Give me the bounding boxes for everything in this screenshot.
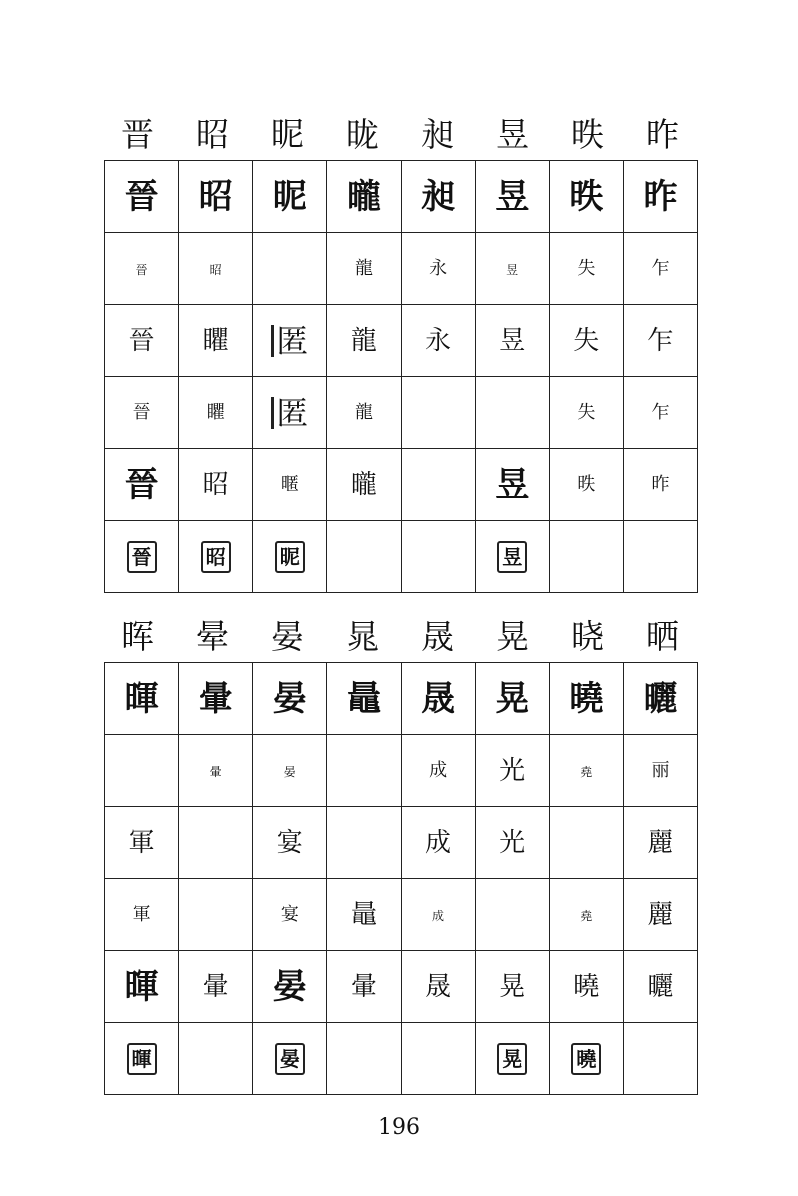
variant-glyph: 成 (425, 827, 452, 858)
variant-glyph: 曉 (571, 1043, 601, 1075)
glyph-cell (253, 663, 327, 735)
variant-glyph: 暈 (350, 971, 377, 1002)
glyph-row (105, 377, 698, 449)
variant-glyph: 晉 (124, 176, 159, 217)
variant-glyph: 暈 (202, 971, 229, 1002)
variant-glyph: 乍 (651, 402, 670, 423)
glyph-cell (253, 951, 327, 1023)
variant-glyph: 昱 (495, 464, 530, 505)
variant-glyph: 昳 (569, 176, 604, 217)
empty-cell (179, 1023, 253, 1095)
variant-glyph: 龍 (354, 402, 373, 423)
variant-glyph: 晏 (272, 678, 307, 719)
variant-glyph: 昭 (209, 263, 222, 277)
glyph-cell (401, 161, 475, 233)
glyph-cell (623, 233, 697, 305)
section-2-glyph-table (104, 662, 698, 1095)
header-character: 昳 (571, 115, 604, 154)
empty-cell (623, 1023, 697, 1095)
glyph-cell (105, 449, 179, 521)
glyph-row (105, 1023, 698, 1095)
glyph-cell (623, 951, 697, 1023)
variant-glyph: 晃 (499, 971, 526, 1002)
glyph-cell (475, 449, 549, 521)
variant-glyph: 晏 (283, 765, 296, 779)
header-character: 晕 (196, 617, 229, 656)
variant-glyph: 晟 (425, 971, 452, 1002)
header-character: 晓 (571, 617, 604, 656)
page-number: 196 (378, 1115, 420, 1140)
variant-glyph: 晉 (124, 464, 159, 505)
glyph-cell (253, 377, 327, 449)
empty-cell (327, 521, 401, 593)
character-section-1 (100, 110, 700, 593)
empty-cell (179, 879, 253, 951)
empty-cell (327, 735, 401, 807)
variant-glyph: 昳 (577, 474, 596, 495)
glyph-cell (623, 161, 697, 233)
variant-glyph: 麗 (647, 899, 674, 930)
glyph-cell (105, 1023, 179, 1095)
glyph-cell (549, 377, 623, 449)
glyph-cell (327, 879, 401, 951)
glyph-cell (179, 305, 253, 377)
variant-glyph: 軍 (128, 827, 155, 858)
variant-glyph: 麗 (647, 827, 674, 858)
variant-glyph: 暈 (209, 765, 222, 779)
glyph-cell (549, 663, 623, 735)
glyph-cell (475, 1023, 549, 1095)
glyph-cell (327, 161, 401, 233)
glyph-cell (327, 449, 401, 521)
glyph-cell (105, 377, 179, 449)
variant-glyph: 宴 (276, 827, 303, 858)
glyph-row (105, 305, 698, 377)
empty-cell (401, 449, 475, 521)
variant-glyph: 曨 (346, 176, 381, 217)
glyph-cell (475, 663, 549, 735)
glyph-cell (253, 305, 327, 377)
variant-glyph: 䂂 (206, 402, 225, 423)
glyph-row (105, 233, 698, 305)
header-character: 昶 (421, 115, 454, 154)
glyph-cell (327, 305, 401, 377)
glyph-cell (623, 377, 697, 449)
variant-glyph: 失 (577, 402, 596, 423)
variant-glyph: 昭 (198, 176, 233, 217)
variant-glyph: 昱 (506, 263, 519, 277)
header-character: 昨 (646, 115, 679, 154)
glyph-cell (623, 663, 697, 735)
variant-glyph: 失 (573, 325, 600, 356)
empty-cell (401, 521, 475, 593)
glyph-cell (179, 233, 253, 305)
variant-glyph: 晃 (495, 678, 530, 719)
glyph-cell (401, 735, 475, 807)
empty-cell (327, 1023, 401, 1095)
glyph-cell (327, 663, 401, 735)
header-character: 晁 (346, 617, 379, 656)
glyph-row (105, 951, 698, 1023)
glyph-cell (105, 951, 179, 1023)
glyph-cell (549, 449, 623, 521)
glyph-row (105, 663, 698, 735)
empty-cell (253, 233, 327, 305)
variant-glyph: 匿 (271, 325, 308, 357)
variant-glyph: 堯 (580, 765, 593, 779)
variant-glyph: 光 (499, 827, 526, 858)
glyph-cell (253, 879, 327, 951)
glyph-cell (253, 1023, 327, 1095)
glyph-cell (253, 807, 327, 879)
variant-glyph: 䂂 (202, 325, 229, 356)
glyph-cell (623, 879, 697, 951)
glyph-cell (179, 377, 253, 449)
glyph-cell (549, 305, 623, 377)
header-character: 晋 (121, 115, 154, 154)
empty-cell (401, 1023, 475, 1095)
glyph-row (105, 735, 698, 807)
variant-glyph: 晟 (421, 678, 456, 719)
glyph-cell (549, 735, 623, 807)
variant-glyph: 曬 (647, 971, 674, 1002)
glyph-row (105, 449, 698, 521)
glyph-cell (105, 807, 179, 879)
glyph-row (105, 521, 698, 593)
variant-glyph: 暉 (127, 1043, 157, 1075)
variant-glyph: 匿 (271, 397, 308, 429)
glyph-cell (475, 305, 549, 377)
glyph-cell (105, 305, 179, 377)
empty-cell (401, 377, 475, 449)
variant-glyph: 晏 (272, 966, 307, 1007)
variant-glyph: 曉 (569, 678, 604, 719)
glyph-cell (253, 521, 327, 593)
glyph-cell (327, 233, 401, 305)
glyph-cell (623, 449, 697, 521)
glyph-cell (401, 233, 475, 305)
glyph-cell (105, 161, 179, 233)
glyph-cell (401, 951, 475, 1023)
glyph-cell (179, 449, 253, 521)
empty-cell (475, 377, 549, 449)
empty-cell (179, 807, 253, 879)
glyph-row (105, 879, 698, 951)
glyph-cell (623, 305, 697, 377)
glyph-cell (401, 879, 475, 951)
header-character: 昱 (496, 115, 529, 154)
variant-glyph: 乍 (647, 325, 674, 356)
glyph-cell (179, 663, 253, 735)
variant-glyph: 失 (577, 258, 596, 279)
variant-glyph: 暈 (198, 678, 233, 719)
variant-glyph: 宴 (280, 904, 299, 925)
variant-glyph: 成 (432, 909, 445, 923)
header-character: 晟 (421, 617, 454, 656)
glyph-cell (105, 879, 179, 951)
glyph-cell (401, 807, 475, 879)
variant-glyph: 曬 (643, 678, 678, 719)
glyph-cell (179, 161, 253, 233)
empty-cell (549, 807, 623, 879)
empty-cell (623, 521, 697, 593)
header-character: 昭 (196, 115, 229, 154)
section-1-glyph-table (104, 160, 698, 593)
variant-glyph: 光 (499, 755, 526, 786)
glyph-cell (549, 161, 623, 233)
variant-glyph: 昶 (421, 176, 456, 217)
glyph-cell (179, 735, 253, 807)
glyph-cell (475, 807, 549, 879)
header-character: 昵 (271, 115, 304, 154)
variant-glyph: 晉 (132, 402, 151, 423)
variant-glyph: 昨 (651, 474, 670, 495)
glyph-cell (179, 951, 253, 1023)
glyph-cell (475, 521, 549, 593)
variant-glyph: 暉 (124, 678, 159, 719)
variant-glyph: 昭 (201, 541, 231, 573)
header-character: 晃 (496, 617, 529, 656)
character-section-2 (100, 612, 700, 1095)
variant-glyph: 成 (429, 760, 448, 781)
glyph-cell (179, 521, 253, 593)
header-character: 昽 (346, 115, 379, 154)
glyph-cell (549, 879, 623, 951)
empty-cell (549, 521, 623, 593)
header-character: 晖 (121, 617, 154, 656)
glyph-row (105, 807, 698, 879)
glyph-cell (623, 807, 697, 879)
variant-glyph: 丽 (651, 760, 670, 781)
glyph-cell (253, 161, 327, 233)
glyph-cell (549, 233, 623, 305)
variant-glyph: 鼂 (346, 678, 381, 719)
variant-glyph: 曨 (350, 469, 377, 500)
variant-glyph: 曉 (573, 971, 600, 1002)
section-2-header (100, 612, 700, 662)
glyph-cell (623, 735, 697, 807)
variant-glyph: 永 (425, 325, 452, 356)
glyph-cell (401, 305, 475, 377)
empty-cell (475, 879, 549, 951)
glyph-cell (327, 951, 401, 1023)
header-character: 晒 (646, 617, 679, 656)
glyph-cell (105, 233, 179, 305)
empty-cell (105, 735, 179, 807)
variant-glyph: 晉 (128, 325, 155, 356)
variant-glyph: 乍 (651, 258, 670, 279)
glyph-cell (253, 735, 327, 807)
variant-glyph: 昵 (272, 176, 307, 217)
variant-glyph: 昨 (643, 176, 678, 217)
variant-glyph: 昭 (202, 469, 229, 500)
variant-glyph: 昱 (497, 541, 527, 573)
variant-glyph: 暉 (124, 966, 159, 1007)
glyph-cell (475, 951, 549, 1023)
variant-glyph: 昱 (495, 176, 530, 217)
glyph-cell (327, 377, 401, 449)
variant-glyph: 龍 (354, 258, 373, 279)
variant-glyph: 龍 (350, 325, 377, 356)
variant-glyph: 昱 (499, 325, 526, 356)
glyph-cell (253, 449, 327, 521)
glyph-cell (549, 951, 623, 1023)
glyph-cell (549, 1023, 623, 1095)
glyph-row (105, 161, 698, 233)
variant-glyph: 晏 (275, 1043, 305, 1075)
variant-glyph: 鼂 (350, 899, 377, 930)
glyph-cell (475, 735, 549, 807)
header-character: 晏 (271, 617, 304, 656)
variant-glyph: 晃 (497, 1043, 527, 1075)
glyph-cell (475, 233, 549, 305)
variant-glyph: 昵 (275, 541, 305, 573)
glyph-cell (105, 521, 179, 593)
variant-glyph: 晉 (135, 263, 148, 277)
variant-glyph: 晉 (127, 541, 157, 573)
glyph-cell (401, 663, 475, 735)
empty-cell (327, 807, 401, 879)
variant-glyph: 暱 (280, 474, 299, 495)
glyph-cell (475, 161, 549, 233)
section-1-header (100, 110, 700, 160)
variant-glyph: 軍 (132, 904, 151, 925)
glyph-cell (105, 663, 179, 735)
variant-glyph: 永 (429, 258, 448, 279)
variant-glyph: 堯 (580, 909, 593, 923)
